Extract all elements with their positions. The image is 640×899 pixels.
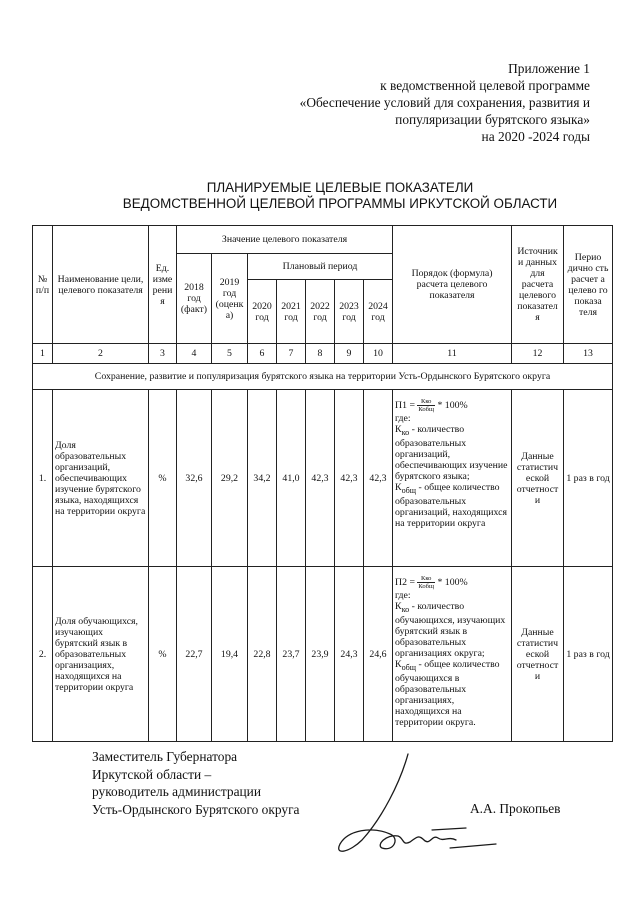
formula-numerator: Кко (417, 398, 435, 406)
value-2023: 24,3 (335, 567, 364, 742)
header-2022: 2022 год (306, 280, 335, 344)
header-2024: 2024 год (364, 280, 393, 344)
value-2018: 22,7 (177, 567, 212, 742)
appendix-line: популяризации бурятского языка» (395, 112, 590, 127)
signatory-line: Усть-Ордынского Бурятского округа (92, 801, 300, 817)
row-num: 2. (33, 567, 53, 742)
indicator-unit: % (149, 390, 177, 567)
header-value-group: Значение целевого показателя (177, 226, 393, 254)
definition-text: - общее количество обучающихся в образовательных организациях, находящихся на территории округа. (395, 658, 500, 728)
definition-subscript: ко (401, 427, 410, 437)
appendix-line: Приложение 1 (508, 61, 590, 76)
formula-denominator: Кобщ (418, 406, 434, 413)
column-number: 12 (512, 344, 564, 364)
signatory-name: А.А. Прокопьев (470, 801, 561, 816)
value-2024: 24,6 (364, 567, 393, 742)
formula-fraction (417, 398, 435, 413)
header-2023: 2023 год (335, 280, 364, 344)
formula-cell (393, 390, 512, 567)
header-2018: 2018 год (факт) (177, 254, 212, 344)
calc-frequency: 1 раз в год (564, 567, 613, 742)
column-number: 7 (277, 344, 306, 364)
definition-subscript: общ (401, 485, 417, 495)
definition-subscript: ко (401, 604, 410, 614)
formula-numerator: Кко (417, 575, 435, 583)
formula-lhs: П1 = (395, 399, 415, 411)
appendix-line: «Обеспечение условий для сохранения, развития и (299, 95, 590, 110)
column-number: 6 (248, 344, 277, 364)
signatory-line: Заместитель Губернатора (92, 749, 238, 764)
definition-text: - общее количество образовательных организаций, находящихся на территории округа (395, 481, 507, 529)
value-2020: 34,2 (248, 390, 277, 567)
column-number: 13 (564, 344, 613, 364)
column-number: 10 (364, 344, 393, 364)
value-2018: 32,6 (177, 390, 212, 567)
data-source: Данные статистич еской отчетност и (512, 567, 564, 742)
row-num: 1. (33, 390, 53, 567)
value-2022: 23,9 (306, 567, 335, 742)
column-number: 3 (149, 344, 177, 364)
value-2019: 29,2 (212, 390, 248, 567)
signatory-line: Иркутской области – (92, 766, 212, 782)
header-num: № п/п (33, 226, 53, 344)
definition-symbol: К (395, 658, 402, 670)
column-number: 1 (33, 344, 53, 364)
formula-cell (393, 567, 512, 742)
definition-subscript: общ (401, 662, 417, 672)
definition-symbol: К (395, 601, 402, 612)
definition-text: - количество образовательных организаций, обеспечивающих изучение бурятского языка; (395, 424, 508, 482)
value-2024: 42,3 (364, 390, 393, 567)
value-2022: 42,3 (306, 390, 335, 567)
value-2023: 42,3 (335, 390, 364, 567)
header-unit: Ед. изме рени я (149, 226, 177, 344)
definition-symbol: К (395, 424, 402, 435)
indicator-name: Доля образовательных организаций, обеспечивающих изучение бурятского языка, находящихся на территории округа (53, 390, 149, 567)
column-number: 4 (177, 344, 212, 364)
title-line: ВЕДОМСТВЕННОЙ ЦЕЛЕВОЙ ПРОГРАММЫ ИРКУТСКОЙ ОБЛАСТИ (122, 196, 558, 211)
section-title: Сохранение, развитие и популяризация бурятского языка на территории Усть-Ордынского Бурятского округа (33, 364, 613, 390)
signatory-block (92, 748, 300, 818)
formula-definition (395, 482, 509, 529)
column-number: 9 (335, 344, 364, 364)
header-2019: 2019 год (оценк а) (212, 254, 248, 344)
value-2021: 23,7 (277, 567, 306, 742)
indicator-unit: % (149, 567, 177, 742)
document-title (80, 180, 600, 212)
formula-fraction (417, 575, 435, 590)
column-number: 8 (306, 344, 335, 364)
value-2019: 19,4 (212, 567, 248, 742)
formula-rhs: * 100% (437, 399, 468, 411)
table-row (33, 567, 613, 742)
value-2020: 22,8 (248, 567, 277, 742)
header-frequency: Перио дично сть расчет а целево го показа теля (564, 226, 613, 344)
appendix-line: к ведомственной целевой программе (380, 78, 590, 93)
signatory-line: руководитель администрации (92, 784, 262, 799)
value-2021: 41,0 (277, 390, 306, 567)
header-plan-period: Плановый период (248, 254, 393, 280)
header-2020: 2020 год (248, 280, 277, 344)
formula-definition (395, 601, 509, 659)
formula-denominator: Кобщ (418, 583, 434, 590)
formula-line (395, 575, 509, 590)
formula-where: где: (395, 590, 411, 601)
column-number: 5 (212, 344, 248, 364)
formula-where: где: (395, 413, 411, 424)
appendix-line: на 2020 -2024 годы (481, 129, 590, 144)
definition-symbol: К (395, 481, 402, 493)
column-number: 2 (53, 344, 149, 364)
title-line: ПЛАНИРУЕМЫЕ ЦЕЛЕВЫЕ ПОКАЗАТЕЛИ (206, 180, 474, 195)
formula-definition (395, 424, 509, 482)
indicator-name: Доля обучающихся, изучающих бурятский язык в образовательных организациях, находящихся на территории округа (53, 567, 149, 742)
formula-lhs: П2 = (395, 576, 415, 588)
column-number: 11 (393, 344, 512, 364)
header-name: Наименование цели, целевого показателя (53, 226, 149, 344)
formula-line (395, 398, 509, 413)
header-formula: Порядок (формула) расчета целевого показателя (393, 226, 512, 344)
header-source: Источник и данных для расчета целевого показател я (512, 226, 564, 344)
definition-text: - количество обучающихся, изучающих бурятский язык в образовательных организациях округа; (395, 601, 506, 659)
calc-frequency: 1 раз в год (564, 390, 613, 567)
indicators-table (32, 225, 613, 742)
formula-definition (395, 659, 509, 728)
appendix-header (230, 60, 590, 145)
header-2021: 2021 год (277, 280, 306, 344)
table-row (33, 390, 613, 567)
data-source: Данные статистич еской отчетност и (512, 390, 564, 567)
column-number-row (33, 344, 613, 364)
formula-rhs: * 100% (437, 576, 468, 588)
